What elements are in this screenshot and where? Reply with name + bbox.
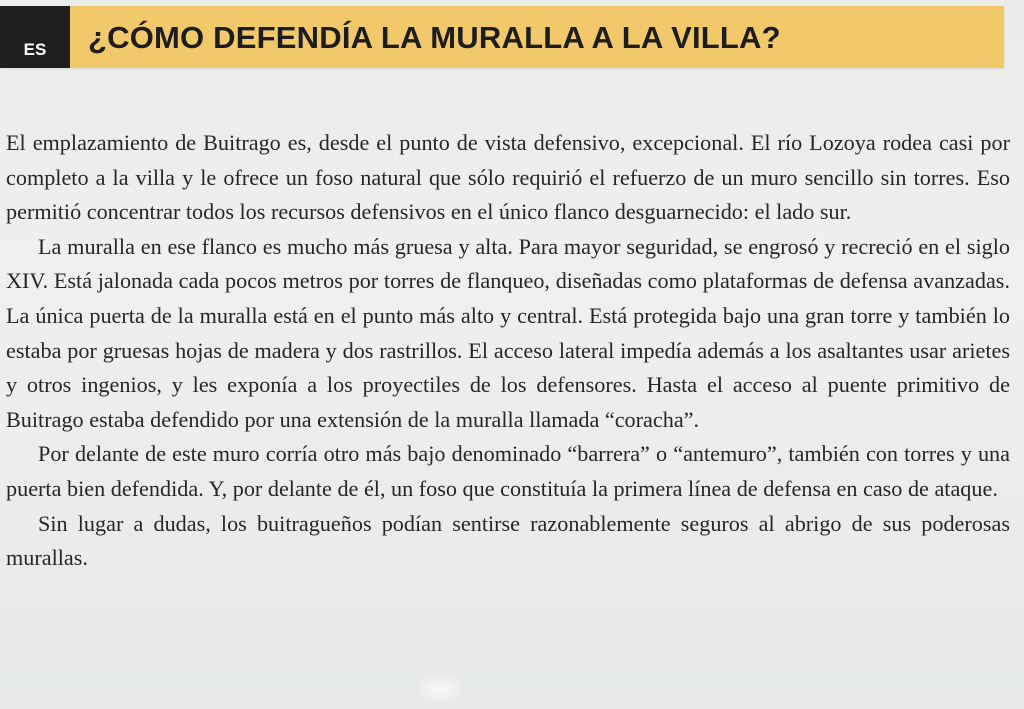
header-bar bbox=[0, 6, 1004, 68]
paragraph-3: Por delante de este muro corría otro más bajo denominado “barrera” o “antemuro”, también con torres y una puerta bien defendida. Y, por delante de él, un foso que constituía la primera línea de defensa en caso de ataque. bbox=[6, 441, 1010, 501]
paragraph-4: Sin lugar a dudas, los buitragueños podían sentirse razonablemente seguros al abrigo de sus poderosas murallas. bbox=[6, 510, 1010, 571]
panel-title: ¿CÓMO DEFENDÍA LA MURALLA A LA VILLA? bbox=[88, 20, 781, 55]
paragraph-1: El emplazamiento de Buitrago es, desde el punto de vista defensivo, excepcional. El río Lozoya rodea casi por completo a la villa y le ofrece un foso natural que sólo requirió el refuerzo de un muro sencillo sin torres. Eso permitió concentrar todos los recursos defensivos en el único flanco desguarnecido: el lado sur. bbox=[6, 130, 1010, 225]
glare-smudge bbox=[420, 676, 460, 702]
paragraph-2: La muralla en ese flanco es mucho más gruesa y alta. Para mayor seguridad, se engrosó y recreció en el siglo XIV. Está jalonada cada pocos metros por torres de flanqueo, diseñadas como plataformas de defensa avanzadas. La única puerta de la muralla está en el punto más alto y central. Está protegida bajo una gran torre y también lo estaba por gruesas hojas de madera y dos rastrillos. El acceso lateral impedía además a los asaltantes usar arietes y otros ingenios, y les exponía a los proyectiles de los defensores. Hasta el acceso al puente primitivo de Buitrago estaba defendido por una extensión de la muralla llamada “coracha”. bbox=[6, 233, 1010, 432]
language-badge: ES bbox=[0, 6, 70, 68]
body-text bbox=[6, 126, 1010, 576]
